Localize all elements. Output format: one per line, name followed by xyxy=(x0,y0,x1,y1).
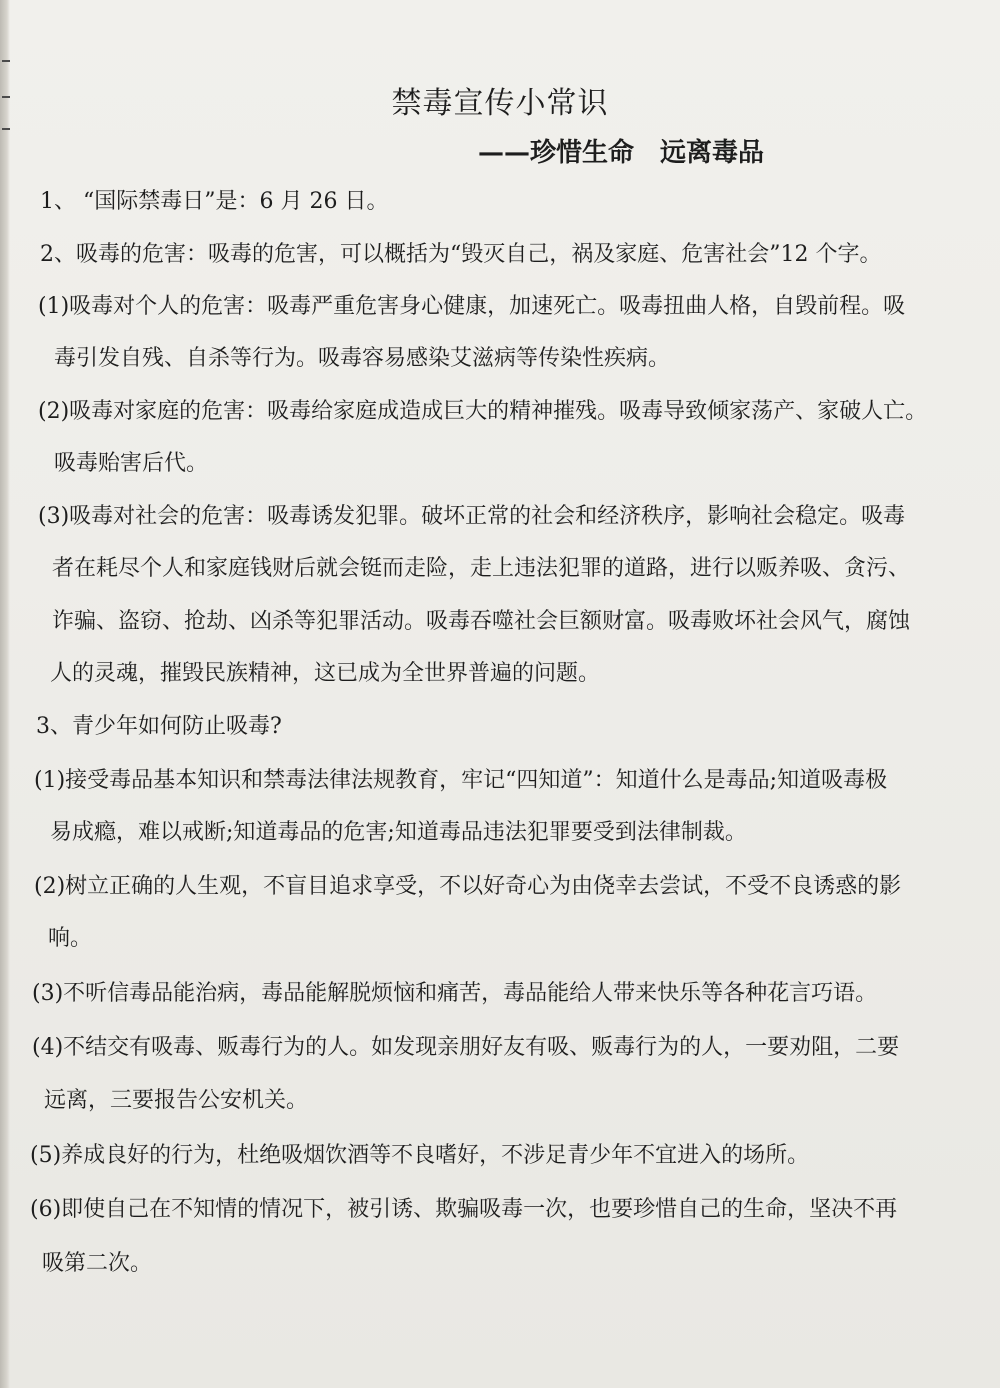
text-line: (4)不结交有吸毒、贩毒行为的人。如发现亲朋好友有吸、贩毒行为的人，一要劝阻，二要 xyxy=(32,1035,900,1060)
document-subtitle: ——珍惜生命 远离毒品 xyxy=(478,138,765,168)
text-line: 毒引发自残、自杀等行为。吸毒容易感染艾滋病等传染性疾病。 xyxy=(54,346,671,371)
text-line: (3)不听信毒品能治病，毒品能解脱烦恼和痛苦，毒品能给人带来快乐等各种花言巧语。 xyxy=(32,981,878,1006)
margin-mark xyxy=(2,128,10,130)
text-line: (3)吸毒对社会的危害：吸毒诱发犯罪。破坏正常的社会和经济秩序，影响社会稳定。吸毒 xyxy=(38,504,906,529)
text-line: 吸第二次。 xyxy=(42,1251,153,1276)
text-line: (2)树立正确的人生观，不盲目追求享受，不以好奇心为由侥幸去尝试，不受不良诱惑的影 xyxy=(34,874,902,899)
text-line: 诈骗、盗窃、抢劫、凶杀等犯罪活动。吸毒吞噬社会巨额财富。吸毒败坏社会风气，腐蚀 xyxy=(52,609,911,634)
text-line: (1)接受毒品基本知识和禁毒法律法规教育，牢记“四知道”：知道什么是毒品;知道吸毒极 xyxy=(34,768,888,793)
text-line: 远离，三要报告公安机关。 xyxy=(44,1088,309,1113)
text-line: 者在耗尽个人和家庭钱财后就会铤而走险，走上违法犯罪的道路，进行以贩养吸、贪污、 xyxy=(52,556,911,581)
text-line: 2、吸毒的危害：吸毒的危害，可以概括为“毁灭自己，祸及家庭、危害社会”12 个字。 xyxy=(40,242,882,267)
text-line: (2)吸毒对家庭的危害：吸毒给家庭成造成巨大的精神摧残。吸毒导致倾家荡产、家破人亡。 xyxy=(38,399,928,424)
page-left-edge xyxy=(0,0,10,1388)
document-title: 禁毒宣传小常识 xyxy=(391,86,609,121)
text-line: 1、 “国际禁毒日”是：6 月 26 日。 xyxy=(40,189,389,214)
text-line: (5)养成良好的行为，杜绝吸烟饮酒等不良嗜好，不涉足青少年不宜进入的场所。 xyxy=(30,1143,810,1168)
margin-mark xyxy=(2,60,10,62)
text-line: 易成瘾，难以戒断;知道毒品的危害;知道毒品违法犯罪要受到法律制裁。 xyxy=(50,820,747,845)
text-line: 吸毒贻害后代。 xyxy=(54,451,209,476)
text-line: (6)即使自己在不知情的情况下，被引诱、欺骗吸毒一次，也要珍惜自己的生命，坚决不再 xyxy=(30,1197,898,1222)
text-line: (1)吸毒对个人的危害：吸毒严重危害身心健康，加速死亡。吸毒扭曲人格，自毁前程。吸 xyxy=(38,294,906,319)
text-line: 3、青少年如何防止吸毒? xyxy=(36,714,282,739)
text-line: 响。 xyxy=(48,926,93,951)
text-line: 人的灵魂，摧毁民族精神，这已成为全世界普遍的问题。 xyxy=(50,661,601,686)
